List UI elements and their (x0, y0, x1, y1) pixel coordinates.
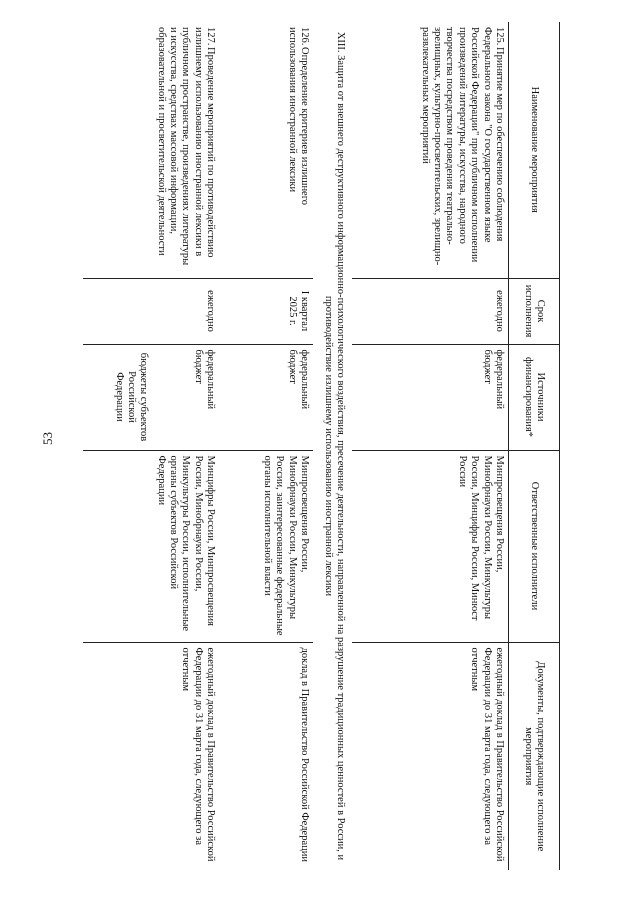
row-source-2: бюджеты субъектов Российской Федерации (113, 352, 150, 442)
row-period: ежегодно (352, 278, 509, 344)
row-number: 127. (205, 27, 217, 46)
row-source: федеральный бюджет (481, 349, 505, 410)
row-executors: Минпросвещения России, Минобрнауки России, Минкультуры России, заинтересованные федеральные органы исполнительной власти (219, 450, 313, 642)
rotated-table-area (113, 22, 560, 870)
row-documents: ежегодный доклад в Правительство Российской Федерации до 31 марта года, следующего за отчетным (352, 642, 509, 870)
row-name-cell (352, 22, 509, 278)
header-executors: Ответственные исполнители (509, 450, 560, 642)
row-documents: ежегодный доклад в Правительство Российской Федерации до 31 марта года, следующего за отчетным (83, 642, 219, 870)
section-heading-row (313, 22, 352, 870)
row-number: 126. (299, 27, 311, 46)
header-name: Наименование мероприятия (509, 22, 560, 278)
row-documents: доклад в Правительство Российской Федерации (219, 642, 313, 870)
row-source: федеральный бюджет (286, 349, 311, 410)
header-documents: Документы, подтверждающие исполнение мероприятия (509, 642, 560, 870)
row-name-cell (219, 22, 313, 278)
section-heading: XIII. Защита от внешнего деструктивного информационно-психологического воздействия, пресечение деятельности, направленной на разрушение традиционных ценностей в России, и противодействие излишнему использованию иностранной лексики (322, 31, 346, 861)
row-name: Определение критериев излишнего использования иностранной лексики (286, 27, 311, 206)
table-row (219, 22, 313, 870)
row-source-cell (352, 344, 509, 450)
header-period: Срок исполнения (509, 278, 560, 344)
table-header-row (509, 22, 560, 870)
row-period: ежегодно (83, 278, 219, 344)
row-source-cell (219, 344, 313, 450)
table-row (352, 22, 509, 870)
measures-table (83, 22, 560, 870)
row-executors: Минцифры России, Минпросвещения России, Минобрнауки России, Минкультуры России, исполнительные органы субъектов Российской Федерации (83, 450, 219, 642)
row-source: федеральный бюджет (192, 349, 217, 410)
row-name: Проведение мероприятий по противодействию излишнему использованию иностранной лексики в публичном пространстве, произведениях литературы и искусства, средствах массовой информации, образовательной и просветительской деятельности (155, 27, 217, 266)
row-executors: Минпросвещения России, Минобрнауки России, Минкультуры России, Минцифры России, Минюст России (352, 450, 509, 642)
row-number: 125. (494, 27, 505, 46)
page-number: 53 (40, 432, 55, 445)
row-source-cell (83, 344, 219, 450)
row-name-cell (83, 22, 219, 278)
header-sources: Источники финансирования* (509, 344, 560, 450)
row-period: I квартал 2025 г. (219, 278, 313, 344)
row-name: Принятие мер по обеспечению соблюдения Федерального закона "О государственном языке Российской Федерации" при публичном исполнении произведений литературы, искусства, народного творчества посредством проведения театрально-зрелищных, культурно-просветительских, зрелищно-развлекательных мероприятий (419, 27, 505, 266)
table-row (83, 22, 219, 870)
